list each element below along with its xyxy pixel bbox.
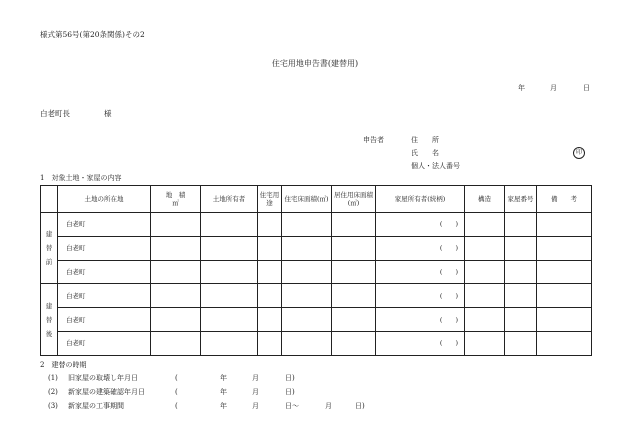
year-field[interactable]: 年 <box>220 388 227 396</box>
relation-cell[interactable]: ( ) <box>376 308 465 332</box>
addressee-town: 白老町長 <box>40 109 70 118</box>
day-field[interactable]: 日〜 <box>285 402 299 410</box>
end-month-field[interactable]: 月 <box>325 402 332 410</box>
day-field[interactable]: 日) <box>285 374 295 382</box>
item-number: (1) <box>48 374 58 382</box>
day-field[interactable]: 日) <box>285 388 295 396</box>
header-structure: 構造 <box>465 186 505 213</box>
form-title: 住宅用地申告書(建替用) <box>271 59 359 68</box>
item-label: 新家屋の工事期間 <box>68 402 124 410</box>
year-field[interactable]: 年 <box>220 402 227 410</box>
location-cell[interactable]: 白老町 <box>58 236 151 260</box>
year-field[interactable]: 年 <box>220 374 227 382</box>
item-number: (3) <box>48 402 58 410</box>
addressee-honorific: 様 <box>104 109 112 118</box>
relation-cell[interactable]: ( ) <box>376 213 465 237</box>
month-field[interactable]: 月 <box>252 388 259 396</box>
header-group <box>41 186 58 213</box>
number-label: 個人・法人番号 <box>411 162 460 170</box>
table-row <box>41 308 592 332</box>
header-land-owner: 土地所有者 <box>201 186 258 213</box>
table-row <box>41 260 592 284</box>
end-day-field[interactable]: 日) <box>355 402 365 410</box>
relation-cell[interactable]: ( ) <box>376 236 465 260</box>
open-paren: ( <box>175 388 178 396</box>
table-header-row <box>41 186 592 213</box>
header-area-unit: ㎡ <box>172 199 179 207</box>
address-label: 住 所 <box>411 136 439 144</box>
location-cell[interactable]: 白老町 <box>58 284 151 308</box>
item-number: (2) <box>48 388 58 396</box>
date-day: 日 <box>583 84 590 92</box>
relation-cell[interactable]: ( ) <box>376 332 465 356</box>
table-row <box>41 332 592 356</box>
form-number: 様式第56号(第20条関係)その2 <box>40 30 145 39</box>
property-table <box>40 185 592 356</box>
header-floor-area: 住宅床面積(㎡) <box>282 186 332 213</box>
header-location: 土地の所在地 <box>58 186 151 213</box>
open-paren: ( <box>175 402 178 410</box>
header-area <box>151 186 201 213</box>
header-residence-use: 住宅用途 <box>258 186 282 213</box>
seal-icon: 印 <box>573 147 585 159</box>
table-row <box>41 213 592 237</box>
group-after-label: 建 替 後 <box>41 284 58 356</box>
date-month: 月 <box>550 84 557 92</box>
relation-cell[interactable]: ( ) <box>376 284 465 308</box>
applicant-label: 申告者 <box>363 136 384 144</box>
header-living-area: 居住用床面積(㎡) <box>332 186 376 213</box>
name-label: 氏 名 <box>411 149 439 157</box>
location-cell[interactable]: 白老町 <box>58 332 151 356</box>
table-row <box>41 284 592 308</box>
open-paren: ( <box>175 374 178 382</box>
date-year: 年 <box>518 84 525 92</box>
section1-title: 1 対象土地・家屋の内容 <box>40 174 122 182</box>
table-row <box>41 236 592 260</box>
location-cell[interactable]: 白老町 <box>58 308 151 332</box>
item-label: 旧家屋の取壊し年月日 <box>68 374 138 382</box>
header-area-text: 地 積 <box>165 190 186 199</box>
month-field[interactable]: 月 <box>252 402 259 410</box>
location-cell[interactable]: 白老町 <box>58 260 151 284</box>
month-field[interactable]: 月 <box>252 374 259 382</box>
item-label: 新家屋の建築確認年月日 <box>68 388 145 396</box>
section2-title: 2 建替の時期 <box>40 361 87 369</box>
header-remarks: 備 考 <box>537 186 592 213</box>
location-cell[interactable]: 白老町 <box>58 213 151 237</box>
group-before-label: 建 替 前 <box>41 213 58 284</box>
header-house-owner: 家屋所有者(続柄) <box>376 186 465 213</box>
relation-cell[interactable]: ( ) <box>376 260 465 284</box>
header-house-number: 家屋番号 <box>505 186 537 213</box>
